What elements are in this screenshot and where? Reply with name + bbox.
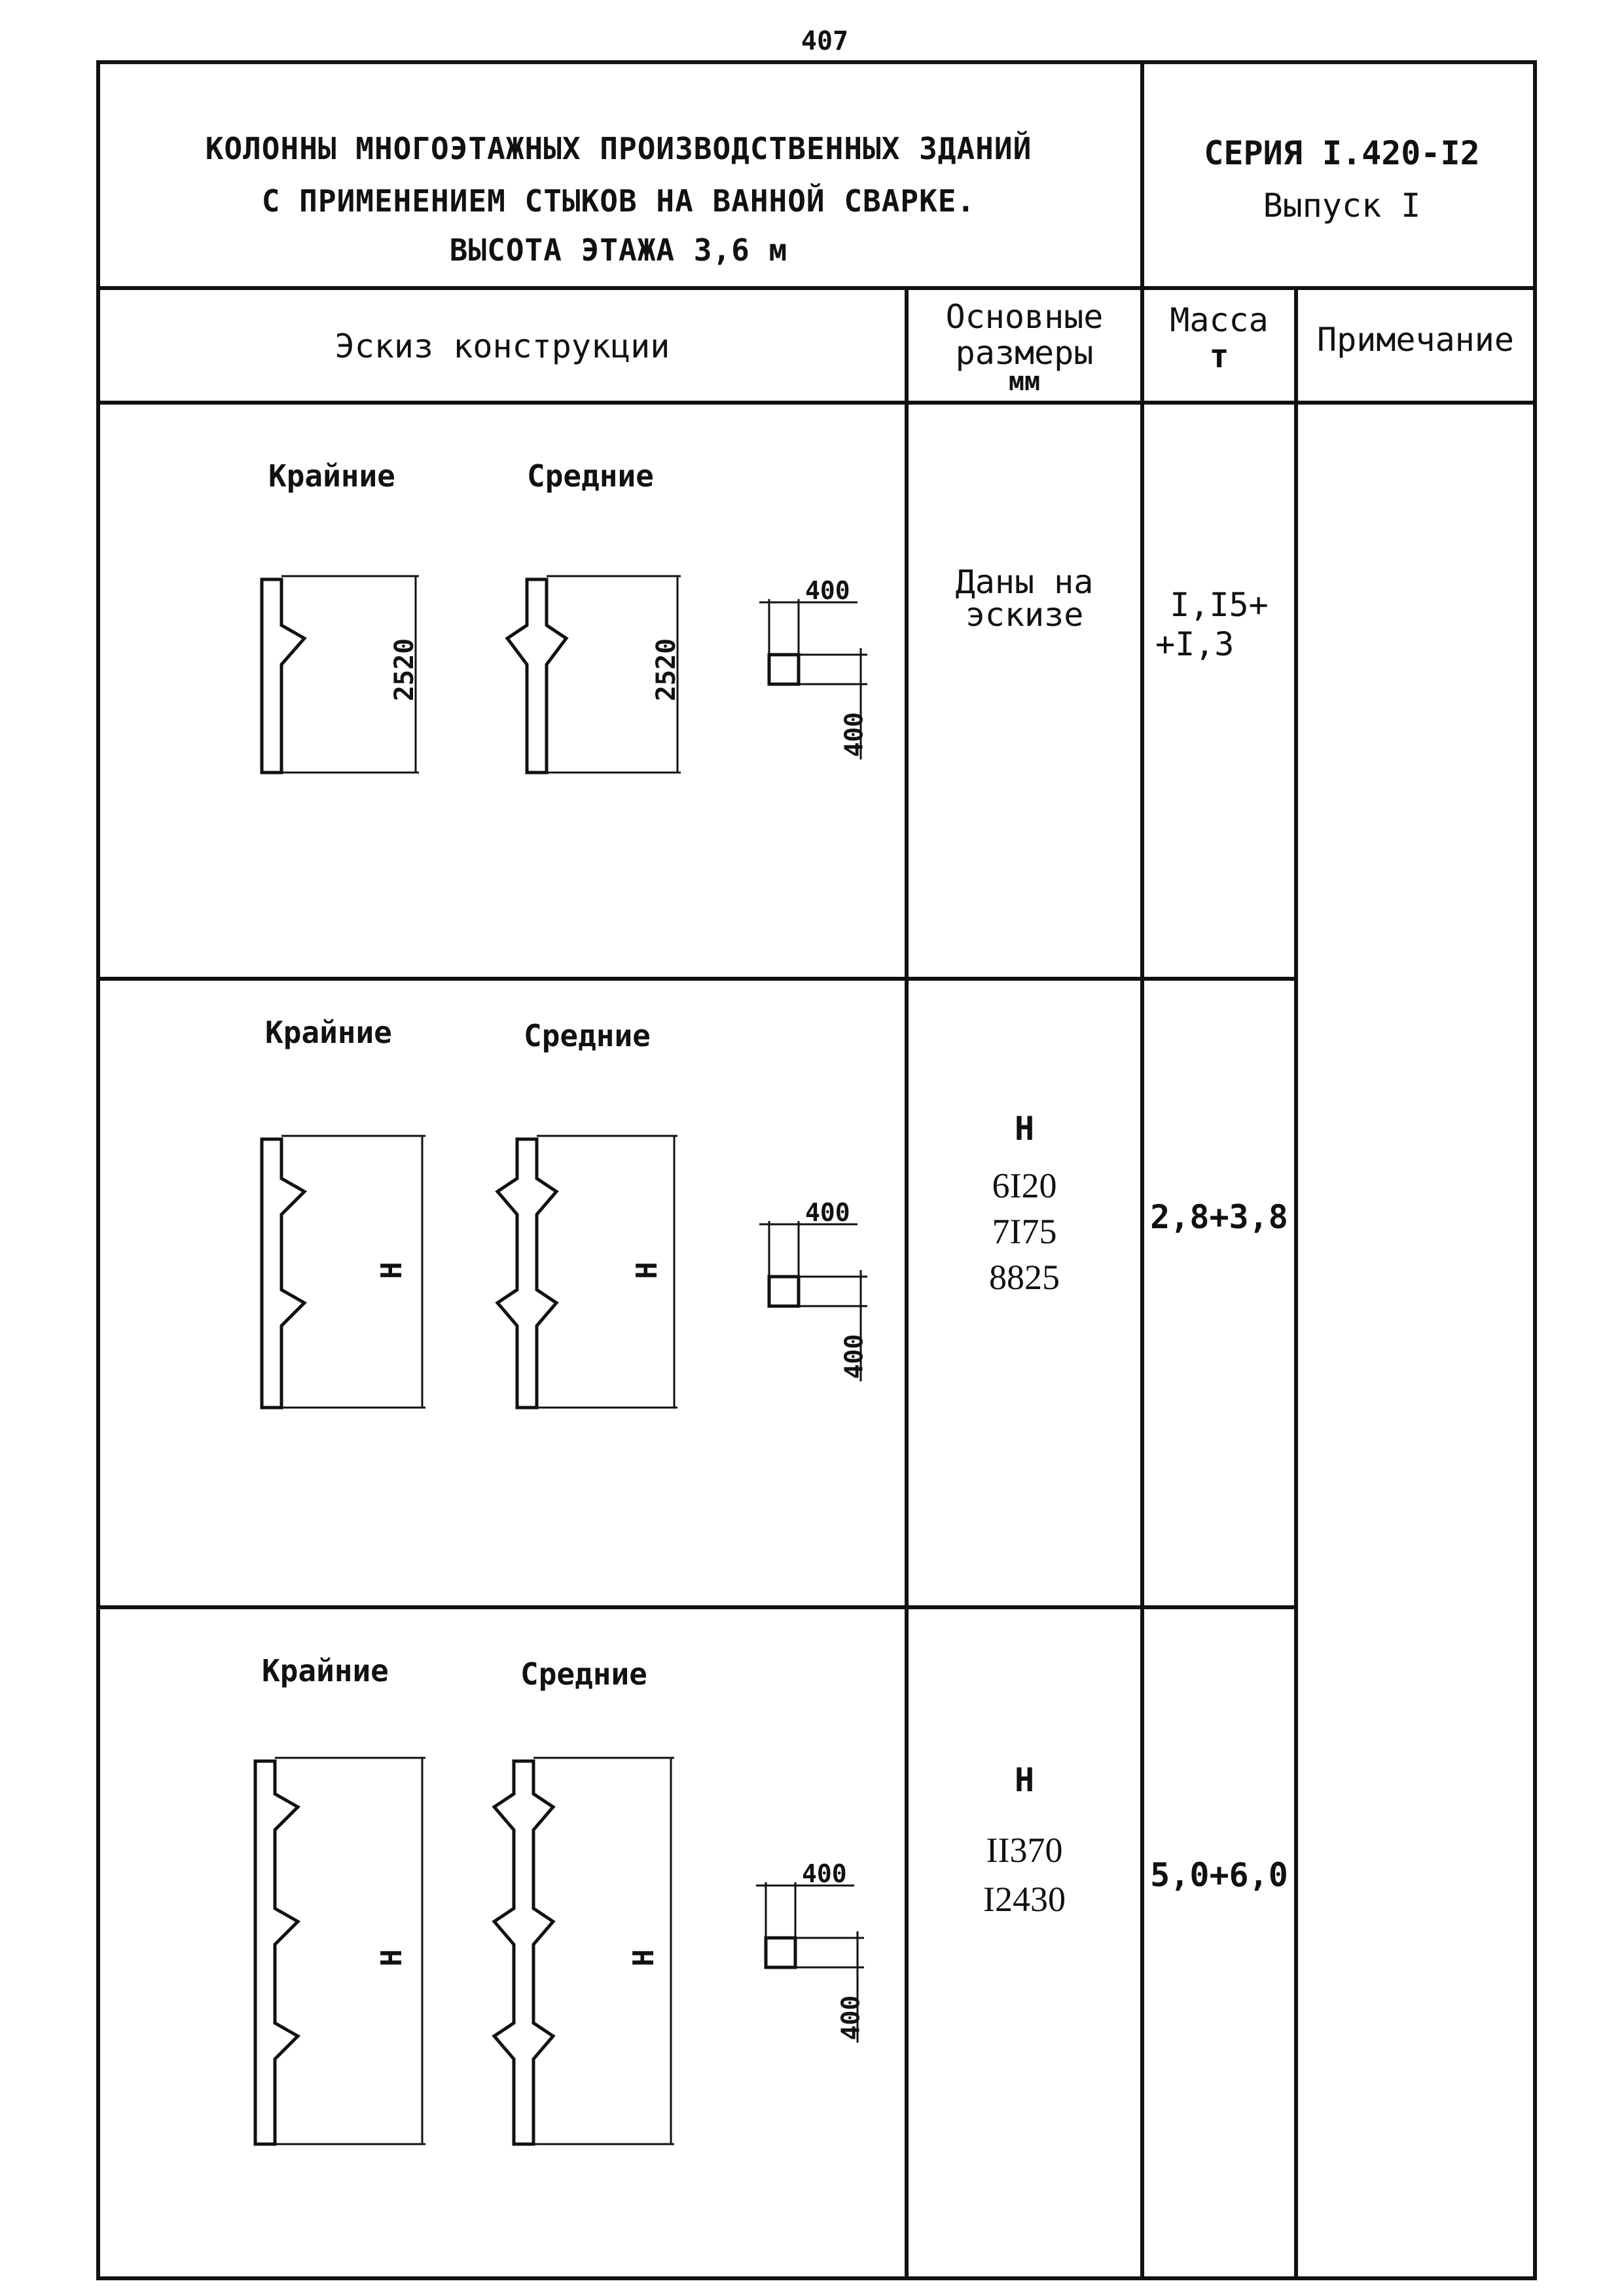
- cross-section-sketch-row1: [769, 655, 799, 684]
- row2-mass: 2,8+3,8: [1150, 1198, 1288, 1236]
- title-line-2: С ПРИМЕНЕНИЕМ СТЫКОВ НА ВАННОЙ СВАРКЕ.: [261, 183, 976, 219]
- title-line-1: КОЛОННЫ МНОГОЭТАЖНЫХ ПРОИЗВОДСТВЕННЫХ ЗДАНИЙ: [205, 131, 1032, 166]
- title-line-3: ВЫСОТА ЭТАЖА 3,6 м: [449, 232, 788, 268]
- row1-height-middle: 2520: [651, 638, 682, 702]
- row1-mass-line-1: I,I5+: [1170, 586, 1269, 624]
- row3-dimensions-line-2: II370: [986, 1831, 1063, 1870]
- edge-column-sketch-row2: [262, 1139, 304, 1408]
- row1-label-edge: Крайние: [268, 458, 395, 494]
- row2-label-middle: Средние: [524, 1018, 651, 1053]
- edge-column-sketch-row1: [262, 579, 304, 773]
- row3-section-depth: 400: [836, 1995, 865, 2041]
- row1-dimensions-line-2: эскизе: [965, 596, 1084, 634]
- header-dimensions-line-2: размеры: [955, 334, 1094, 372]
- row2-section-depth: 400: [839, 1334, 869, 1379]
- page-number: 407: [801, 26, 849, 56]
- row1-dimensions-line-1: Даны на: [955, 563, 1094, 601]
- series-number: СЕРИЯ I.420-I2: [1204, 134, 1480, 172]
- row3-dimensions-line-1: Н: [1014, 1761, 1035, 1799]
- header-dimensions-line-3: мм: [1008, 367, 1041, 397]
- row1-section-width: 400: [805, 576, 850, 605]
- row2-height-middle: Н: [630, 1262, 664, 1279]
- middle-column-sketch-row3: [494, 1761, 553, 2144]
- row3-mass: 5,0+6,0: [1150, 1856, 1288, 1894]
- cross-section-sketch-row3: [766, 1938, 795, 1967]
- row2-height-edge: Н: [374, 1262, 408, 1279]
- row2-dimensions-line-3: 7I75: [992, 1212, 1057, 1251]
- issue-number: Выпуск I: [1263, 187, 1421, 225]
- row2-dimensions-line-2: 6I20: [992, 1166, 1057, 1205]
- row1-height-edge: 2520: [389, 638, 420, 702]
- row2-section-width: 400: [805, 1198, 850, 1227]
- header-note: Примечание: [1316, 321, 1515, 359]
- row3-height-edge: Н: [374, 1949, 408, 1967]
- cross-section-sketch-row2: [769, 1277, 799, 1306]
- header-sketch: Эскиз конструкции: [334, 327, 670, 365]
- edge-column-sketch-row3: [255, 1761, 298, 2144]
- header-dimensions-line-1: Основные: [945, 298, 1104, 336]
- header-mass-line-2: т: [1209, 337, 1229, 375]
- row3-label-edge: Крайние: [262, 1653, 389, 1688]
- row2-label-edge: Крайние: [265, 1015, 392, 1050]
- middle-column-sketch-row2: [497, 1139, 556, 1408]
- row1-label-middle: Средние: [527, 458, 654, 494]
- row1-section-depth: 400: [839, 712, 869, 757]
- row3-dimensions-line-3: I2430: [983, 1880, 1066, 1919]
- row2-dimensions-line-1: Н: [1014, 1110, 1035, 1148]
- row3-section-width: 400: [802, 1859, 847, 1888]
- row3-height-middle: Н: [626, 1949, 660, 1967]
- header-mass-line-1: Масса: [1170, 301, 1269, 339]
- row1-mass-line-2: +I,3: [1155, 625, 1235, 663]
- middle-column-sketch-row1: [507, 579, 566, 773]
- row3-label-middle: Средние: [520, 1656, 647, 1692]
- row2-dimensions-line-4: 8825: [989, 1258, 1060, 1297]
